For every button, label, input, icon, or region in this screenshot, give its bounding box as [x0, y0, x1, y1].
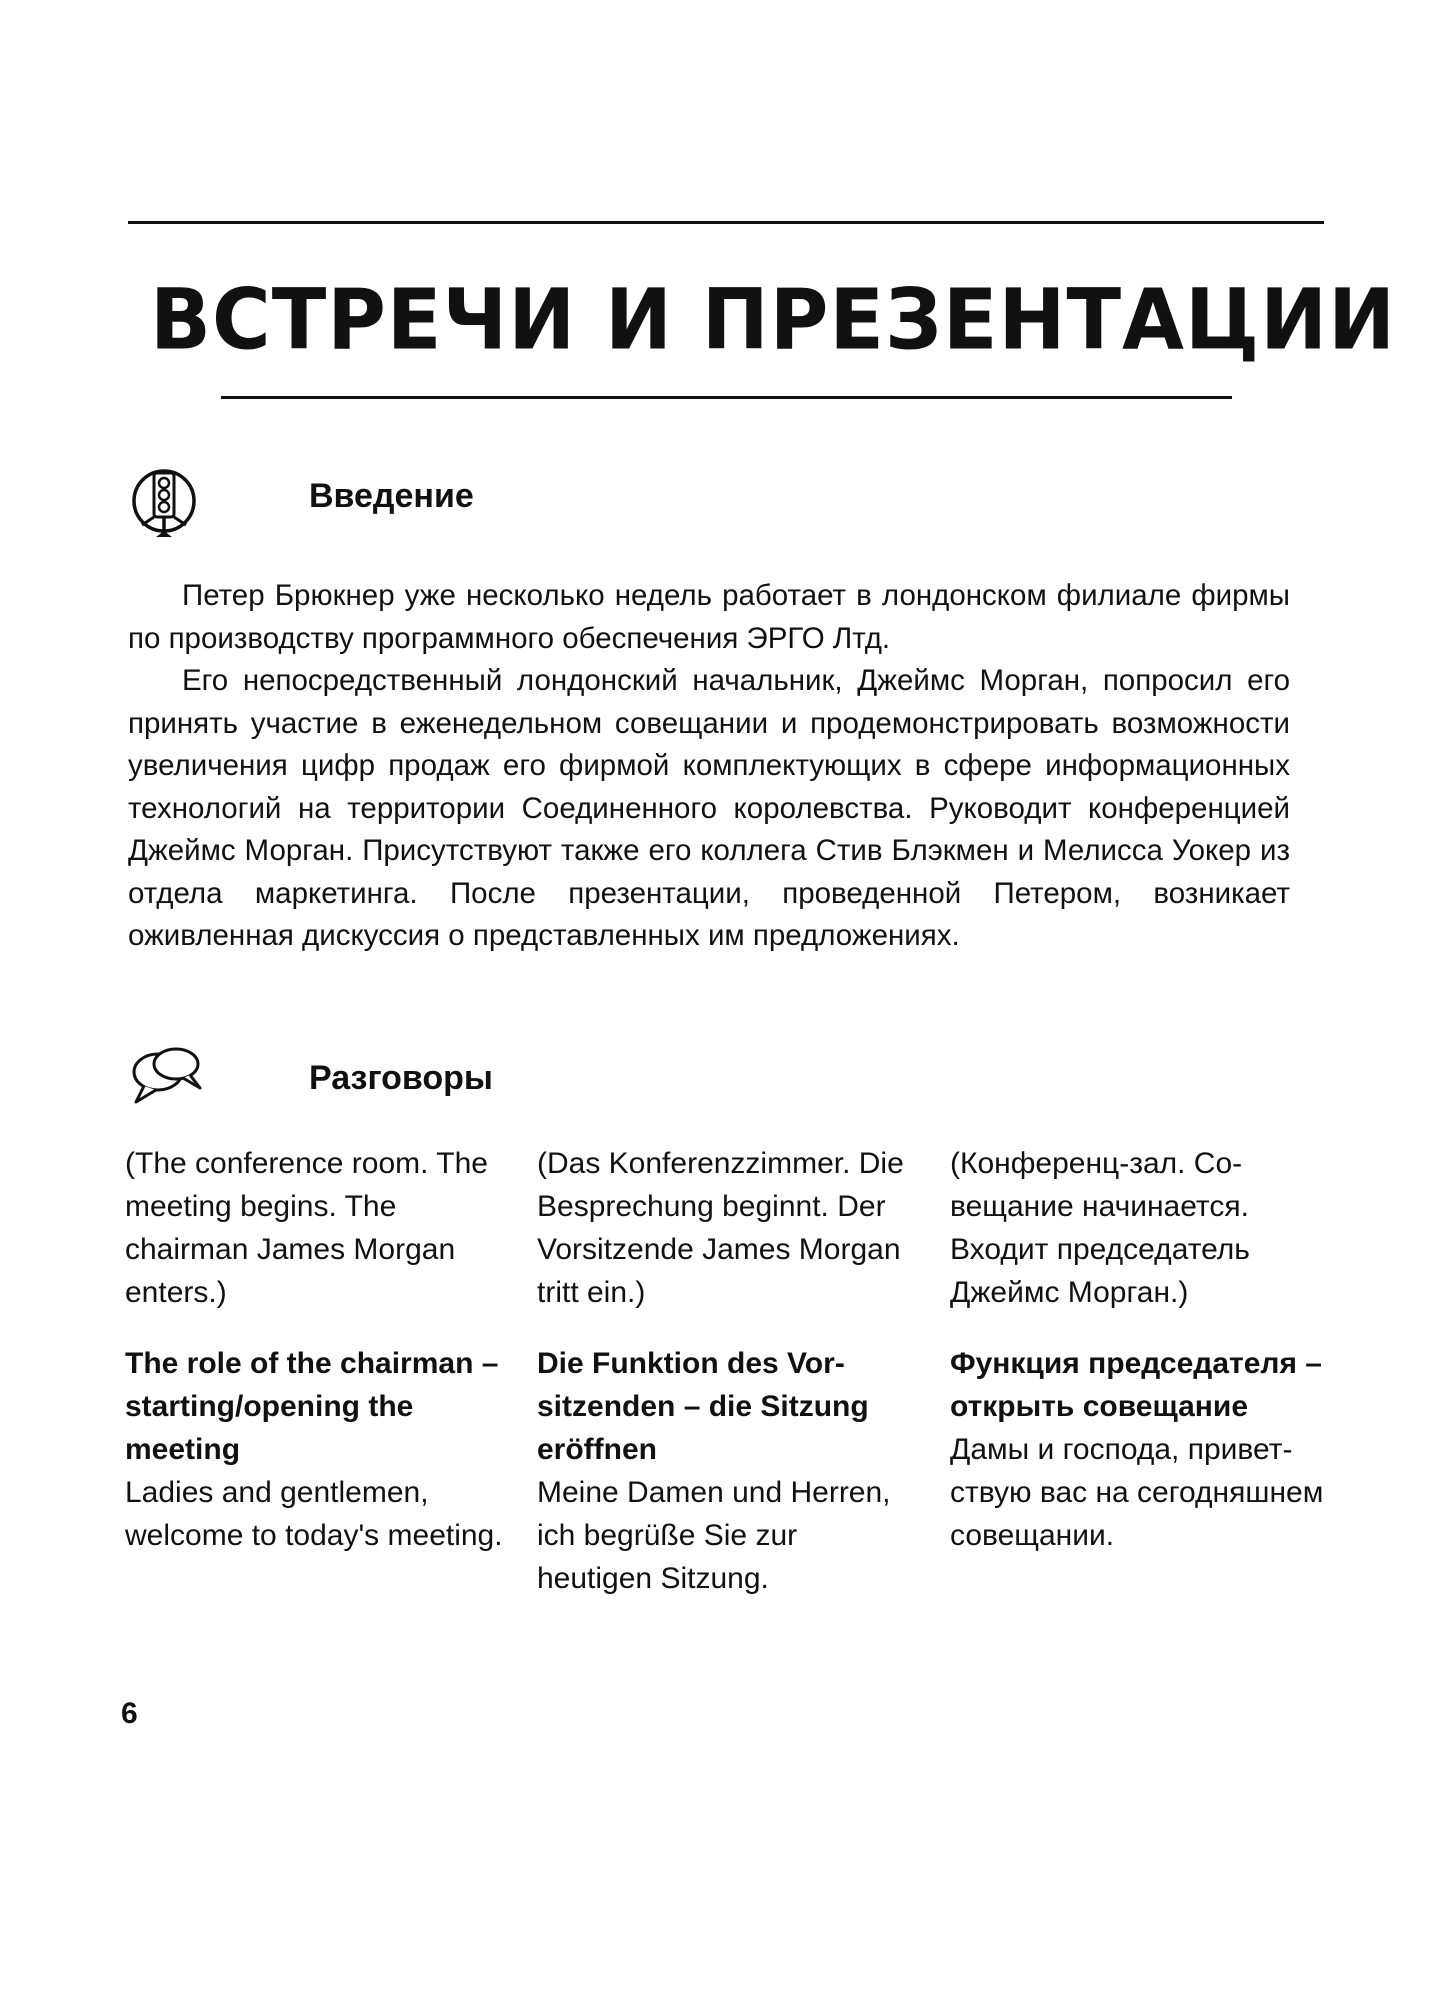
stage-direction: (Конференц-зал. Совещание начинается. Входит председатель Джеймс Морган.): [950, 1147, 1250, 1309]
intro-text: [128, 575, 1290, 958]
title-underline: [221, 396, 1232, 399]
phrase-text: Ladies and gentlemen, welcome to today's meeting.: [125, 1476, 503, 1552]
column-russian: [950, 1142, 1328, 1557]
phrase-text: Дамы и господа, приветствую вас на сегодняшнем совещании.: [950, 1433, 1324, 1552]
top-rule: [128, 221, 1324, 224]
phrase-text: Meine Damen und Herren, ich begrüße Sie zur heutigen Sitzung.: [537, 1476, 891, 1595]
chapter-title: ВСТРЕЧИ И ПРЕЗЕНТАЦИИ: [150, 270, 1397, 369]
dialogues-heading: Разговоры: [309, 1059, 493, 1097]
column-german: [537, 1142, 915, 1600]
intro-heading: Введение: [309, 477, 474, 515]
stage-direction: (Das Konferenzzimmer. Die Besprechung beginnt. Der Vorsitzende James Morgan tritt ein.): [537, 1147, 904, 1309]
phrase-heading: The role of the chairman – starting/opening the meeting: [125, 1347, 499, 1466]
stage-direction: (The conference room. The meeting begins. The chairman James Morgan enters.): [125, 1147, 488, 1309]
intro-paragraph: Его непосредственный лондонский начальник, Джеймс Морган, попросил его принять участие в еженедельном совещании и продемонстрировать возможности увеличения цифр продаж его фирмой комплектующих в сфере информационных технологий на территории Соединенного королевства. Руководит конференцией Джеймс Морган. Присутствуют также его коллега Стив Блэкмен и Мелисса Уокер из отдела маркетинга. После презентации, проведенной Петером, возникает оживленная дискуссия о представленных им предложениях.: [128, 664, 1290, 952]
speech-bubbles-icon: [128, 1040, 206, 1110]
page-number: 6: [121, 1697, 138, 1730]
column-english: [125, 1142, 503, 1557]
intro-paragraph: Петер Брюкнер уже несколько недель работает в лондонском филиале фирмы по производству программного обеспечения ЭРГО Лтд.: [128, 579, 1290, 655]
phrase-heading: Die Funktion des Vorsitzenden – die Sitzung eröffnen: [537, 1347, 869, 1466]
phrase-heading: Функция председателя – открыть совещание: [950, 1347, 1322, 1423]
traffic-light-icon: [124, 463, 204, 543]
